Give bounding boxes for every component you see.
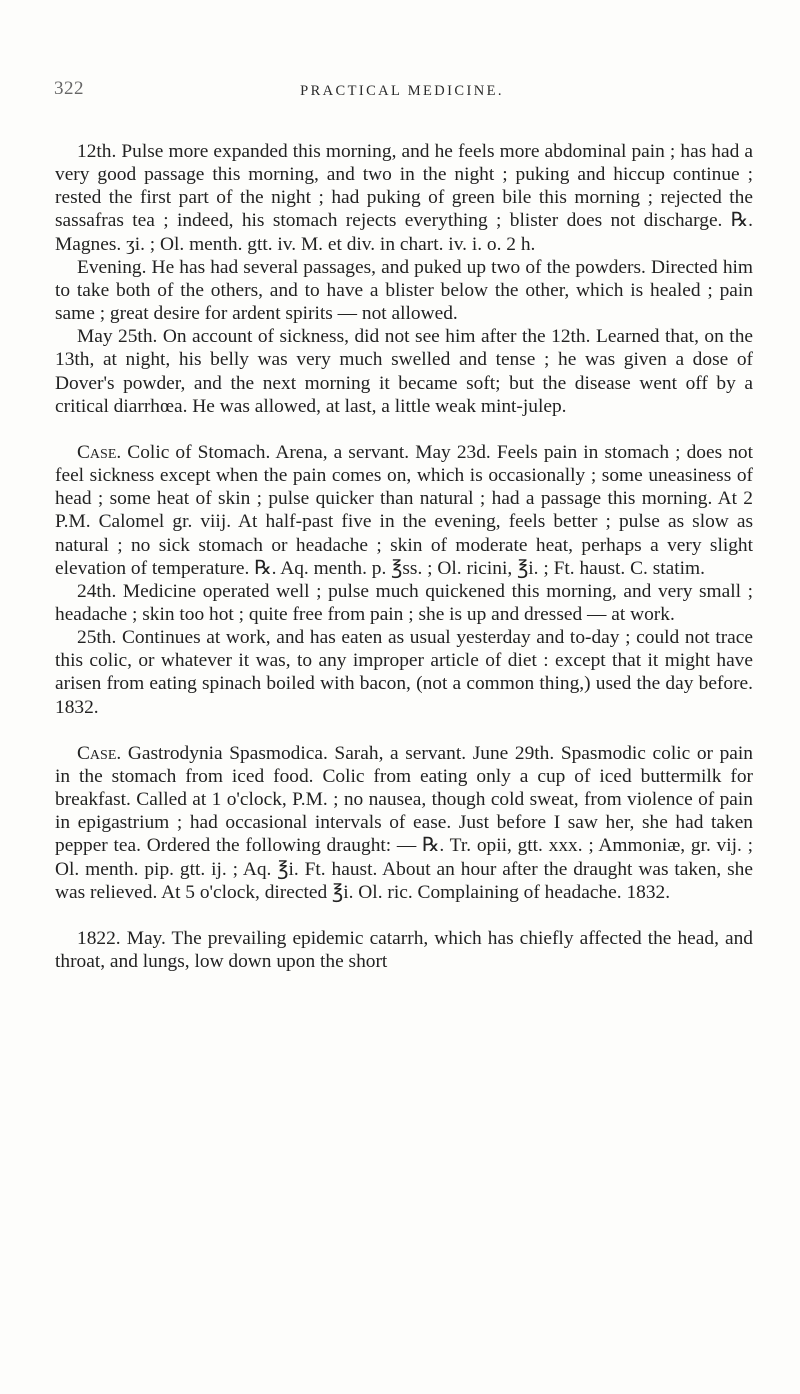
page-body: [55, 140, 753, 973]
paragraph-may-25th: [55, 325, 753, 418]
case-heading: Case.: [77, 441, 122, 463]
paragraph-evening: [55, 256, 753, 325]
running-title: PRACTICAL MEDICINE.: [300, 83, 504, 99]
page-header: [52, 78, 752, 108]
paragraph-text: Gastrodynia Spasmodica. Sarah, a servant. June 29th. Spasmodic colic or pain in the stomach from iced food. Colic from eating only a cup of iced buttermilk for breakfast. Called at 1 o'clock, P.M. ; no nausea, though cold sweat, from violence of pain in epigastrium ; had occasional intervals of ease. Just before I saw her, she had taken pepper tea. Ordered the following draught: — ℞. Tr. opii, gtt. xxx. ; Ammoniæ, gr. vij. ; Ol. menth. pip. gtt. ij. ; Aq. ℥i. Ft. haust. About an hour after the draught was taken, she was relieved. At 5 o'clock, directed ℥i. Ol. ric. Complaining of headache. 1832.: [55, 742, 753, 903]
paragraph-text: Evening. He has had several passages, and puked up two of the powders. Directed him to take both of the others, and to have a blister below the other, which is healed ; pain same ; great desire for ardent spirits — not allowed.: [55, 256, 753, 325]
paragraph-text: May 25th. On account of sickness, did not see him after the 12th. Learned that, on the 13th, at night, his belly was very much swelled and tense ; he was given a dose of Dover's powder, and the next morning it became soft; but the disease went off by a critical diarrhœa. He was allowed, at last, a little weak mint-julep.: [55, 326, 753, 417]
case-heading: Case.: [77, 742, 122, 764]
paragraph-24th: [55, 580, 753, 626]
page-number: 322: [54, 78, 84, 99]
paragraph-12th: [55, 140, 753, 256]
paragraph-case-colic: [55, 441, 753, 580]
paragraph-text: 12th. Pulse more expanded this morning, and he feels more abdominal pain ; has had a very good passage this morning, and two in the night ; puking and hiccup continue ; rested the first part of the night ; had puking of green bile this morning ; rejected the sassafras tea ; indeed, his stomach rejects everything ; blister does not discharge. ℞. Magnes. ʒi. ; Ol. menth. gtt. iv. M. et div. in chart. iv. i. o. 2 h.: [55, 141, 753, 255]
paragraph-25th: [55, 626, 753, 719]
paragraph-1822-may: [55, 927, 753, 973]
paragraph-text: Colic of Stomach. Arena, a servant. May 23d. Feels pain in stomach ; does not feel sickness except when the pain comes on, which is occasionally ; some uneasiness of head ; some heat of skin ; pulse quicker than natural ; had a passage this morning. At 2 P.M. Calomel gr. viij. At half-past five in the evening, feels better ; pulse as slow as natural ; no sick stomach or headache ; skin of moderate heat, perhaps a very slight elevation of temperature. ℞. Aq. menth. p. ℥ss. ; Ol. ricini, ℥i. ; Ft. haust. C. statim.: [55, 441, 753, 579]
paragraph-text: 24th. Medicine operated well ; pulse much quickened this morning, and very small ; headache ; skin too hot ; quite free from pain ; she is up and dressed — at work.: [55, 580, 753, 625]
paragraph-case-gastrodynia: [55, 742, 753, 904]
paragraph-text: 1822. May. The prevailing epidemic catarrh, which has chiefly affected the head, and throat, and lungs, low down upon the short: [55, 927, 753, 972]
paragraph-text: 25th. Continues at work, and has eaten as usual yesterday and to-day ; could not trace this colic, or whatever it was, to any improper article of diet : except that it might have arisen from eating spinach boiled with bacon, (not a common thing,) used the day before. 1832.: [55, 627, 753, 718]
